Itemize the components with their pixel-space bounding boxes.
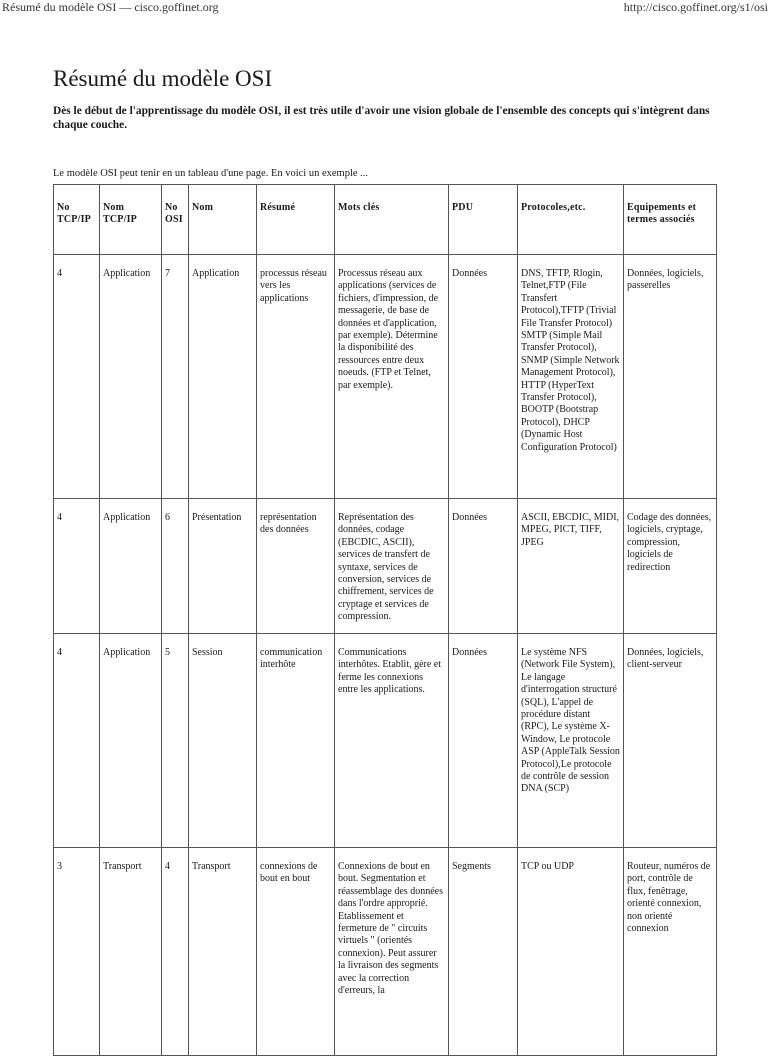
- col-header-equipements: Equipements et termes associés: [624, 185, 717, 255]
- col-header-no-tcpip: No TCP/IP: [54, 185, 100, 255]
- page-title: Résumé du modèle OSI: [53, 66, 273, 91]
- table-row: [54, 848, 717, 1056]
- cell-nom: Transport: [189, 848, 257, 1056]
- cell-nom: Présentation: [189, 499, 257, 634]
- cell-no-tcpip: 4: [54, 255, 100, 499]
- cell-resume: communication interhôte: [257, 634, 335, 848]
- col-header-nom-tcpip: Nom TCP/IP: [100, 185, 162, 255]
- cell-protocoles: DNS, TFTP, Rlogin, Telnet,FTP (File Transfert Protocol),TFTP (Trivial File Transfer Protocol) SMTP (Simple Mail Transfer Protocol), SNMP (Simple Network Management Protocol), HTTP (HyperText Transfer Protocol), BOOTP (Bootstrap Protocol), DHCP (Dynamic Host Configuration Protocol): [518, 255, 624, 499]
- col-header-resume: Résumé: [257, 185, 335, 255]
- cell-no-osi: 5: [162, 634, 189, 848]
- cell-nom: Session: [189, 634, 257, 848]
- print-header-title: Résumé du modèle OSI — cisco.goffinet.org: [2, 0, 219, 14]
- cell-no-tcpip: 3: [54, 848, 100, 1056]
- cell-equipements: Données, logiciels, client-serveur: [624, 634, 717, 848]
- cell-no-osi: 4: [162, 848, 189, 1056]
- cell-resume: processus réseau vers les applications: [257, 255, 335, 499]
- cell-pdu: Segments: [449, 848, 518, 1056]
- cell-equipements: Codage des données, logiciels, cryptage, compression, logiciels de redirection: [624, 499, 717, 634]
- cell-mots-cles: Représentation des données, codage (EBCDIC, ASCII), services de transfert de syntaxe, services de conversion, services de chiffrement, services de cryptage et services de compression.: [335, 499, 449, 634]
- table-header-row: [54, 185, 717, 255]
- print-header: [0, 0, 768, 16]
- cell-equipements: Routeur, numéros de port, contrôle de flux, fenêtrage, orienté connexion, non orienté connexion: [624, 848, 717, 1056]
- intro-paragraph: Dès le début de l'apprentissage du modèle OSI, il est très utile d'avoir une vision globale de l'ensemble des concepts qui s'intègrent dans chaque couche.: [53, 105, 710, 131]
- col-header-protocoles: Protocoles,etc.: [518, 185, 624, 255]
- osi-summary-table: [53, 184, 717, 1056]
- table-row: [54, 499, 717, 634]
- document-content: [53, 64, 716, 180]
- table-row: [54, 255, 717, 499]
- cell-protocoles: ASCII, EBCDIC, MIDI, MPEG, PICT, TIFF, JPEG: [518, 499, 624, 634]
- lead-paragraph: Le modèle OSI peut tenir en un tableau d'une page. En voici un exemple ...: [53, 168, 369, 179]
- col-header-mots-cles: Mots clés: [335, 185, 449, 255]
- cell-protocoles: TCP ou UDP: [518, 848, 624, 1056]
- table-row: [54, 634, 717, 848]
- col-header-pdu: PDU: [449, 185, 518, 255]
- col-header-no-osi: No OSI: [162, 185, 189, 255]
- cell-no-tcpip: 4: [54, 634, 100, 848]
- cell-pdu: Données: [449, 255, 518, 499]
- cell-no-osi: 7: [162, 255, 189, 499]
- col-header-nom: Nom: [189, 185, 257, 255]
- print-header-url: http://cisco.goffinet.org/s1/osi: [623, 0, 768, 14]
- cell-nom-tcpip: Application: [100, 499, 162, 634]
- cell-resume: connexions de bout en bout: [257, 848, 335, 1056]
- cell-nom-tcpip: Application: [100, 634, 162, 848]
- cell-no-tcpip: 4: [54, 499, 100, 634]
- cell-mots-cles: Connexions de bout en bout. Segmentation et réassemblage des données dans l'ordre approprié. Etablissement et fermeture de " circuits virtuels " (orientés connexion). Peut assurer la livraison des segments avec la correction d'erreurs, la: [335, 848, 449, 1056]
- cell-mots-cles: Processus réseau aux applications (services de fichiers, d'impression, de messagerie, de base de données et d'application, par exemple). Détermine la disponibilité des ressources entre deux noeuds. (FTP et Telnet, par exemple).: [335, 255, 449, 499]
- cell-resume: représentation des données: [257, 499, 335, 634]
- cell-nom-tcpip: Application: [100, 255, 162, 499]
- cell-nom-tcpip: Transport: [100, 848, 162, 1056]
- cell-pdu: Données: [449, 634, 518, 848]
- cell-no-osi: 6: [162, 499, 189, 634]
- cell-protocoles: Le système NFS (Network File System), Le langage d'interrogation structuré (SQL), L'appel de procédure distant (RPC), Le système X-Window, Le protocole ASP (AppleTalk Session Protocol),Le protocole de contrôle de session DNA (SCP): [518, 634, 624, 848]
- cell-nom: Application: [189, 255, 257, 499]
- cell-pdu: Données: [449, 499, 518, 634]
- cell-mots-cles: Communications interhôtes. Etablit, gère et ferme les connexions entre les applications.: [335, 634, 449, 848]
- cell-equipements: Données, logiciels, passerelles: [624, 255, 717, 499]
